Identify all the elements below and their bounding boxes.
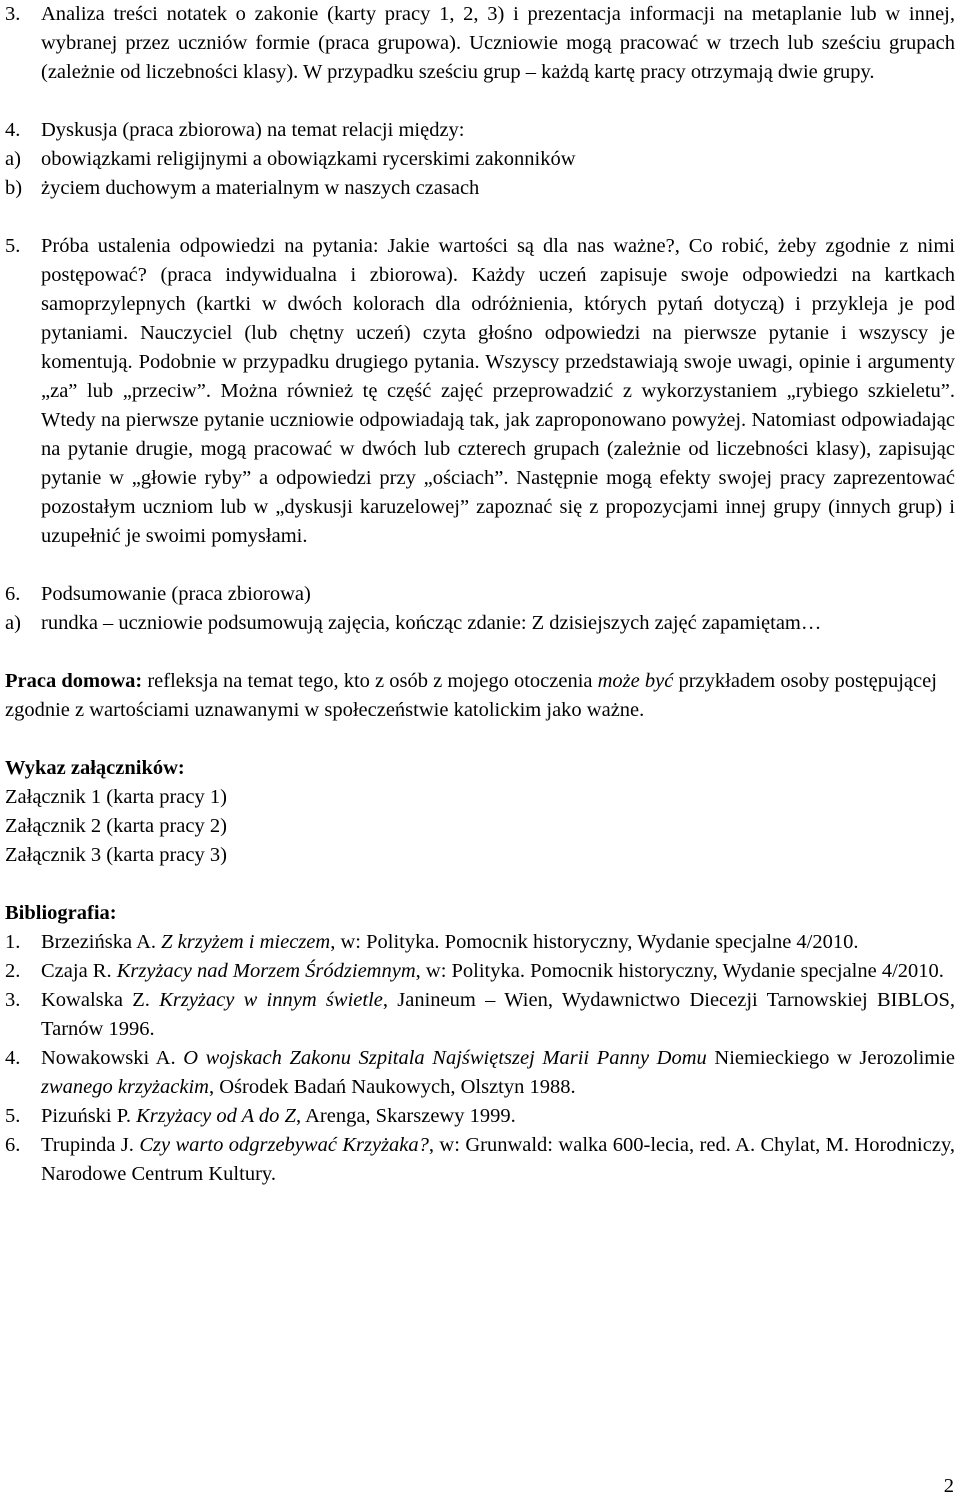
entry-text (41, 1044, 955, 1102)
sub-item-text: obowiązkami religijnymi a obowiązkami rycerskimi zakonników (41, 148, 576, 170)
entry-title: Z krzyżem i mieczem (161, 931, 331, 953)
item-number: 5. (5, 235, 21, 257)
entry-title: Krzyżacy od A do Z (136, 1105, 296, 1127)
attachment-item: Załącznik 3 (karta pracy 3) (5, 844, 227, 866)
entry-number: 6. (5, 1134, 21, 1156)
sub-item (5, 174, 955, 203)
sub-item (5, 609, 955, 638)
page-number: 2 (943, 1475, 954, 1497)
attachment-item: Załącznik 2 (karta pracy 2) (5, 815, 227, 837)
entry-author: Kowalska Z. (41, 989, 160, 1011)
entry-text (41, 986, 955, 1044)
entry-number: 1. (5, 931, 21, 953)
homework-label: Praca domowa: (5, 670, 143, 692)
bibliography-entry (5, 1102, 955, 1131)
item-number: 4. (5, 119, 21, 141)
bibliography-entry (5, 1131, 955, 1189)
bibliography-entry (5, 986, 955, 1044)
entry-details: , w: Polityka. Pomocnik historyczny, Wydanie specjalne 4/2010. (330, 931, 859, 953)
entry-text (41, 957, 955, 986)
sub-item-text: rundka – uczniowie podsumowują zajęcia, kończąc zdanie: Z dzisiejszych zajęć zapamiętam… (41, 612, 822, 634)
list-item (5, 0, 955, 87)
entry-details: , w: Polityka. Pomocnik historyczny, Wydanie specjalne 4/2010. (415, 960, 944, 982)
bibliography-entry (5, 1044, 955, 1102)
entry-title: O wojskach Zakonu Szpitala Najświętszej Marii Panny Domu (183, 1047, 707, 1069)
entry-title-plain: Niemieckiego w Jerozolimie (706, 1047, 956, 1069)
entry-author: Nowakowski A. (41, 1047, 184, 1069)
item-number: 6. (5, 583, 21, 605)
entry-author: Brzezińska A. (41, 931, 162, 953)
list-item (5, 116, 955, 145)
sub-item-marker: a) (5, 148, 21, 170)
attachments-heading: Wykaz załączników: (5, 757, 185, 779)
entry-number: 2. (5, 960, 21, 982)
entry-text (41, 928, 955, 957)
entry-author: Czaja R. (41, 960, 117, 982)
item-text: Analiza treści notatek o zakonie (karty pracy 1, 2, 3) i prezentacja informacji na metaplanie lub w innej, wybranej przez uczniów formie (praca grupowa). Uczniowie mogą pracować w trzech lub sześciu grupach (zależnie od liczebności klasy). W przypadku sześciu grup – każdą kartę pracy otrzymają dwie grupy. (41, 3, 955, 83)
sub-item-marker: a) (5, 612, 21, 634)
bibliography-entry (5, 928, 955, 957)
list-item (5, 232, 955, 551)
entry-text (41, 1102, 955, 1131)
document-page (5, 0, 955, 1189)
entry-number: 5. (5, 1105, 21, 1127)
entry-text (41, 1131, 955, 1189)
entry-author: Trupinda J. (41, 1134, 140, 1156)
item-text: Dyskusja (praca zbiorowa) na temat relacji między: (41, 119, 465, 141)
item-text: Podsumowanie (praca zbiorowa) (41, 583, 311, 605)
homework-text-end: przykładem osoby postępującej zgodnie z wartościami uznawanymi w społeczeństwie katolickim jako ważne. (5, 670, 937, 721)
sub-item-text: życiem duchowym a materialnym w naszych czasach (41, 177, 480, 199)
sub-item (5, 145, 955, 174)
homework-text: refleksja na temat tego, kto z osób z mojego otoczenia (142, 670, 598, 692)
list-item (5, 580, 955, 609)
entry-details: , Arenga, Skarszewy 1999. (295, 1105, 516, 1127)
attachment-item: Załącznik 1 (karta pracy 1) (5, 786, 227, 808)
entry-title-continued: zwanego krzyżackim (41, 1076, 209, 1098)
entry-number: 4. (5, 1047, 21, 1069)
entry-author: Pizuński P. (41, 1105, 137, 1127)
homework-paragraph (5, 667, 955, 725)
sub-item-marker: b) (5, 177, 23, 199)
entry-title: Czy warto odgrzebywać Krzyżaka? (139, 1134, 429, 1156)
entry-number: 3. (5, 989, 21, 1011)
entry-details: , Ośrodek Badań Naukowych, Olsztyn 1988. (208, 1076, 576, 1098)
entry-title: Krzyżacy nad Morzem Śródziemnym (116, 960, 416, 982)
bibliography-heading: Bibliografia: (5, 902, 117, 924)
entry-details: , w: Grunwald: walka 600-lecia, red. A. Chylat, M. Horodniczy, Narodowe Centrum Kultury. (41, 1134, 955, 1185)
bibliography-entry (5, 957, 955, 986)
entry-details: , Janineum – Wien, Wydawnictwo Diecezji Tarnowskiej BIBLOS, Tarnów 1996. (41, 989, 955, 1040)
homework-emphasis: może być (597, 670, 674, 692)
bibliography-list (5, 928, 955, 1189)
item-number: 3. (5, 3, 21, 25)
item-text: Próba ustalenia odpowiedzi na pytania: Jakie wartości są dla nas ważne?, Co robić, żeby zgodnie z nimi postępować? (praca indywidualna i zbiorowa). Każdy uczeń zapisuje swoje odpowiedzi na kartkach samoprzylepnych (kartki w dwóch kolorach dla odróżnienia, których pytań dotyczą) i przykleja je pod pytaniami. Nauczyciel (lub chętny uczeń) czyta głośno odpowiedzi na pierwsze pytanie i wszyscy je komentują. Podobnie w przypadku drugiego pytania. Wszyscy przedstawiają swoje uwagi, opinie i argumenty „za” lub „przeciw”. Można również tę część zajęć przeprowadzić z wykorzystaniem „rybiego szkieletu”. Wtedy na pierwsze pytanie uczniowie odpowiadają tak, jak zaproponowano powyżej. Natomiast odpowiadając na pytanie drugie, mogą pracować w dwóch lub czterech grupach (zależnie od liczebności klasy), zapisując pytanie w „głowie ryby” a odpowiedzi przy „ościach”. Następnie mogą efekty swojej pracy zaprezentować pozostałym uczniom lub w „dyskusji karuzelowej” zapoznać się z propozycjami innej grupy (innych grup) i uzupełnić je swoimi pomysłami. (41, 235, 955, 547)
entry-title: Krzyżacy w innym świetle (159, 989, 383, 1011)
